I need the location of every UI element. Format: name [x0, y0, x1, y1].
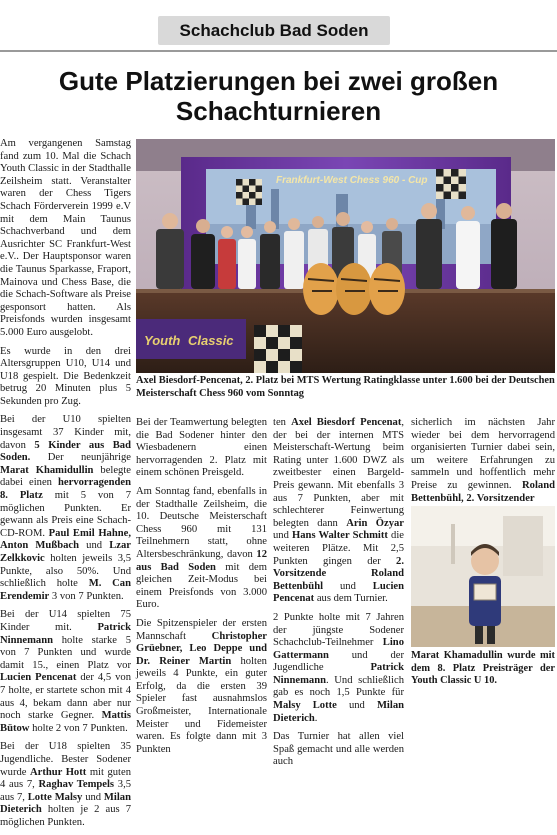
paragraph: [0, 346, 131, 409]
portrait-illustration: [411, 506, 555, 647]
text: Bei der Teamwertung belegten die Bad Sodener hinter den Wiesbadenern einen hervorragenden 2. Platz mit einem schönen Preisgeld.: [136, 417, 267, 479]
paragraph: [273, 731, 404, 769]
paragraph: [136, 486, 267, 612]
bold-text: Paul Emil Hahne, Anton Mußbach: [0, 527, 131, 552]
bold-text: Lucien Pencenat: [273, 580, 404, 605]
text: holten jeweils 3,5 Punkte, also 50%. Und schließlich holte: [0, 553, 131, 590]
paragraph: [273, 612, 404, 725]
text: 2 Punkte holte mit 7 Jahren der jüngste Sodener Schachclub-Teilnehmer: [273, 611, 404, 649]
text: und: [79, 540, 110, 552]
text: sicherlich im nächsten Jahr wieder bei dem hervorragend organisierten Turnier dabei sein, um weitere Erfahrungen zu sammeln und hoffentlich mehr Preise zu gewinnen.: [411, 417, 555, 491]
text: Der neunjährige: [30, 452, 131, 464]
classic-text: Classic: [188, 333, 234, 348]
text: Am Sonntag fand, ebenfalls in der Stadthalle Zeilsheim, die 10. Deutsche Meisterschaft Chess 960 mit 131 Teilnehmern statt, ohne Altersbeschränkung, davon: [136, 485, 267, 560]
bold-text: Hans Walter Schmitt: [292, 530, 388, 542]
banner-text: Frankfurt-West Chess 960 - Cup: [276, 175, 428, 186]
text: . Und schließlich gab es noch 1,5 Punkte für: [273, 674, 404, 699]
text: 3 von 7 Punkten.: [49, 590, 124, 602]
paragraph: [136, 618, 267, 757]
paragraph: [0, 138, 131, 340]
chessboard-decoration: [254, 325, 302, 373]
headline-line-1: Gute Platzierungen bei zwei großen: [58, 66, 499, 96]
text: Am vergangenen Samstag fand zum 10. Mal die Schach Youth Classic in der Stadthalle Zeilsheim statt. Veranstalter waren der Chess Tigers Schach Förderverein 1999 e.V mit dem Main Taunus Schachverband und dem Ausrichter SC Frankfurt-West e.V.. Der Hauptsponsor waren die Taunus Sparkasse, Fraport, Mainova und Chess Base, die die Schach-Software als Preise gesponsort hatten. Als Preisfonds wurden insgesamt 5.000 Euro ausgelobt.: [0, 138, 131, 338]
bold-text: Milan Dieterich: [273, 700, 405, 724]
text: Die Spitzenspieler der ersten Mannschaft: [136, 617, 267, 642]
text: und: [336, 700, 377, 712]
text: der 4,5 von 7 holte, er startete schon mit 4 aus 4, bekam dann aber nur noch starke Gegner.: [0, 672, 131, 722]
bold-text: 5 Kinder aus Bad Soden.: [0, 439, 131, 464]
bold-text: Lotte Malsy: [27, 791, 83, 803]
page-header: [0, 0, 557, 50]
bold-text: Lucien Pencenat: [0, 672, 77, 684]
portrait-caption: Marat Khamadullin wurde mit dem 8. Platz Preisträger der Youth Classic U 10.: [411, 650, 555, 686]
youth-text: Youth: [144, 333, 181, 348]
article-column-4: [411, 417, 555, 511]
paragraph: [411, 417, 555, 505]
text: belegte dabei einen: [0, 464, 131, 489]
text: die weiteren Plätze. Mit 2,5 Punkten gingen der: [273, 530, 404, 567]
player-portrait-photo: [411, 506, 555, 647]
text: mit dem gleichen Zeit-Modus bei einem Preisfonds von 3.000 Euro.: [136, 561, 267, 611]
bold-text: Mattis Bütow: [0, 710, 131, 734]
header-divider: [0, 50, 557, 52]
text: holten jeweils 4 Punkte, ein guter Erfolg, da die ersten 39 Spieler fast ausnahmslos Großmeister, Internationale Meister und Fidemeister waren. Es folgte dann mit 3 Punkten: [136, 655, 267, 755]
bold-text: Milan Dieterich: [0, 791, 131, 816]
bold-text: Marat Khamidullin: [0, 464, 94, 476]
paragraph: [0, 609, 131, 735]
bold-text: Malsy Lotte: [273, 700, 337, 712]
bold-text: Arin Özyar: [346, 517, 404, 529]
bold-text: Lino Gattermann: [273, 637, 404, 661]
bold-text: Roland Bettenbühl, 2. Vorsitzender: [411, 479, 555, 504]
article-column-2: [136, 417, 267, 762]
text: mit guten 4 aus 7,: [0, 766, 131, 791]
article-column-3: [273, 417, 404, 775]
bold-text: Axel Biesdorf Pencenat: [291, 417, 402, 428]
text: 3,5 aus 7,: [0, 779, 132, 803]
award-ceremony-photo: [136, 139, 555, 373]
text: Bei der U18 spielten 35 Jugendliche. Bester Sodener wurde: [0, 741, 131, 778]
paragraph: [273, 417, 404, 606]
text: ten: [273, 417, 292, 428]
section-title: Schachclub Bad Soden: [158, 16, 390, 45]
headline-line-2: Schachturnieren: [175, 96, 382, 126]
paragraph: [136, 417, 267, 480]
text: .: [314, 712, 318, 724]
text: und: [323, 580, 373, 592]
bold-text: Patrick Ninnemann: [273, 662, 404, 686]
bold-text: Arthur Hott: [30, 766, 87, 778]
bold-text: 2. Vorsitzende Roland Bettenbühl: [273, 555, 404, 592]
main-photo-caption: Axel Biesdorf-Pencenat, 2. Platz bei MTS Wertung Ratingklasse unter 1.600 bei der Deutschen Meisterschaft Chess 960 vom Sonntag: [136, 375, 555, 399]
bold-text: M. Can Erendemir: [0, 578, 131, 602]
text: Bei der U10 spielten insgesamt 37 Kinder mit, davon: [0, 414, 131, 451]
bold-text: Christopher Grüebner, Leo Deppe und Dr. Reiner Martin: [136, 630, 267, 667]
text: Bei der U14 spielten 75 Kinder mit.: [0, 609, 131, 633]
bold-text: hervorragenden 8. Platz: [0, 477, 131, 502]
paragraph: [0, 741, 131, 829]
text: und: [273, 530, 293, 542]
text: holten je 2 aus 7 möglichen Punkten.: [0, 804, 131, 828]
bold-text: Patrick Ninnemann: [0, 621, 131, 646]
bold-text: Lzar Zelkkovic: [0, 540, 131, 564]
bold-text: Raghav Tempels: [38, 779, 115, 791]
bold-text: 12 aus Bad Soden: [136, 548, 267, 573]
text: holte 2 von 7 Punkten.: [29, 722, 128, 734]
text: holte starke 5 von 7 Punkten und wurde damit 15., einen Platz vor: [0, 634, 131, 671]
tiger-mascots: [303, 263, 405, 315]
article-headline: [0, 66, 557, 126]
text: , der bei der internen MTS Meisterschaft-Wertung beim Rating unter 1.600 DWZ als zweitbester einen Bargeld-Preis gewann. Mit ebenfalls 3 aus 7 Punkten, aber mit schlechterer Feinwertung belegten dann: [273, 417, 405, 529]
ceremony-photo-illustration: [136, 139, 555, 373]
text: und der Jugendliche: [273, 649, 404, 674]
text: mit 5 von 7 möglichen Punkten. Er gewann als Preis eine Schach-CD-ROM.: [0, 490, 131, 539]
paragraph: [0, 414, 131, 603]
article-column-1: [0, 138, 131, 835]
text: Das Turnier hat allen viel Spaß gemacht und alle werden auch: [273, 731, 404, 768]
text: aus dem Turnier.: [314, 593, 388, 605]
text: Es wurde in den drei Altersgruppen U10, U14 und U18 gespielt. Die Bedenkzeit betrug 20 Minuten plus 5 Sekunden pro Zug.: [0, 345, 131, 407]
text: und: [82, 791, 104, 803]
